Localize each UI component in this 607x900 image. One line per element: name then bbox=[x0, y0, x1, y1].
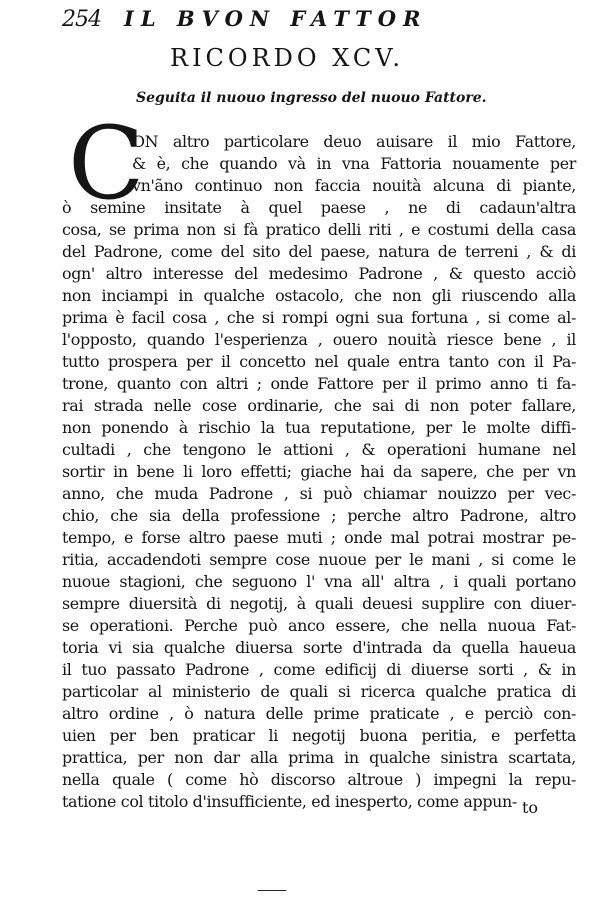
text-line: chio, che sia della professione ; perche altro Padrone, altro bbox=[62, 506, 576, 525]
text-line: l'opposto, quando l'esperienza , ouero nouità riesce bene , il bbox=[62, 330, 576, 349]
text-line: il tuo passato Padrone , come edificij di diuerse sorti , & in bbox=[62, 660, 576, 679]
text-line: non ponendo à rischio la tua reputatione, per le molte diffi- bbox=[62, 418, 576, 437]
text-line: trone, quanto con altri ; onde Fattore per il primo anno ti fa- bbox=[62, 374, 576, 393]
text-line: prattica, per non dar alla prima in qualche sinistra scartata, bbox=[62, 748, 576, 767]
text-line: sempre diuersità di negotij, à quali deuesi supplire con diuer- bbox=[62, 594, 576, 613]
running-title: IL BVON FATTOR bbox=[124, 6, 428, 31]
text-line: tatione col titolo d'insufficiente, ed inesperto, come appun- bbox=[62, 792, 517, 811]
text-line: particolar al ministerio de quali si ricerca qualche pratica di bbox=[62, 682, 576, 701]
text-line: non inciampi in qualche ostacolo, che non gli riuscendo alla bbox=[62, 286, 576, 305]
text-line: & è, che quando và in vna Fattoria nouamente per bbox=[132, 154, 576, 173]
text-line: anno, che muda Padrone , si può chiamar nouizzo per vec- bbox=[62, 484, 576, 503]
text-line: rai strada nelle cose ordinarie, che sai di non poter fallare, bbox=[62, 396, 576, 415]
page-number: 254 bbox=[62, 7, 101, 32]
drop-cap: C bbox=[68, 105, 145, 222]
footer-rule bbox=[258, 890, 286, 891]
text-line: uien per ben praticar li negotij buona peritia, e perfetta bbox=[62, 726, 576, 745]
text-line: toria vi sia qualche diuersa sorte d'intrada da quella haueua bbox=[62, 638, 576, 657]
catchword: to bbox=[522, 798, 539, 817]
text-line: tempo, e forse altro paese muti ; onde mal potrai mostrar pe- bbox=[62, 528, 576, 547]
text-line: altro ordine , ò natura delle prime praticate , e perciò con- bbox=[62, 704, 576, 723]
text-line: prima è facil cosa , che si rompi ogni sua fortuna , si come al- bbox=[62, 308, 576, 327]
text-line: ò semine insitate à quel paese , ne di cadaun'altra bbox=[62, 198, 576, 217]
chapter-title: RICORDO XCV. bbox=[170, 44, 404, 72]
text-line: ritia, accadendoti sempre cose nuoue per le mani , si come le bbox=[62, 550, 576, 569]
chapter-subtitle: Seguita il nuouo ingresso del nuouo Fattore. bbox=[136, 90, 487, 106]
text-line: se operationi. Perche può anco essere, che nella nuoua Fat- bbox=[62, 616, 576, 635]
text-line: tutto prospera per il concetto nel quale entra tanto con il Pa- bbox=[62, 352, 576, 371]
text-line: nuoue stagioni, che seguono l' vna all' altra , i quali portano bbox=[62, 572, 576, 591]
page-header bbox=[62, 6, 599, 36]
text-line: sortir in bene li loro effetti; giache hai da sapere, che per vn bbox=[62, 462, 576, 481]
text-line: ogn' altro interesse del medesimo Padrone , & questo acciò bbox=[62, 264, 576, 283]
text-line: del Padrone, come del sito del paese, natura de terreni , & di bbox=[62, 242, 576, 261]
text-line: vn'ãno continuo non faccia nouità alcuna di piante, bbox=[132, 176, 576, 195]
text-line: cosa, se prima non si fà pratico delli riti , e costumi della casa bbox=[62, 220, 576, 239]
text-line: nella quale ( come hò discorso altroue ) impegni la repu- bbox=[62, 770, 576, 789]
text-line: ON altro particolare deuo auisare il mio Fattore, bbox=[132, 132, 576, 151]
text-line: cultadi , che tengono le attioni , & operationi humane nel bbox=[62, 440, 576, 459]
